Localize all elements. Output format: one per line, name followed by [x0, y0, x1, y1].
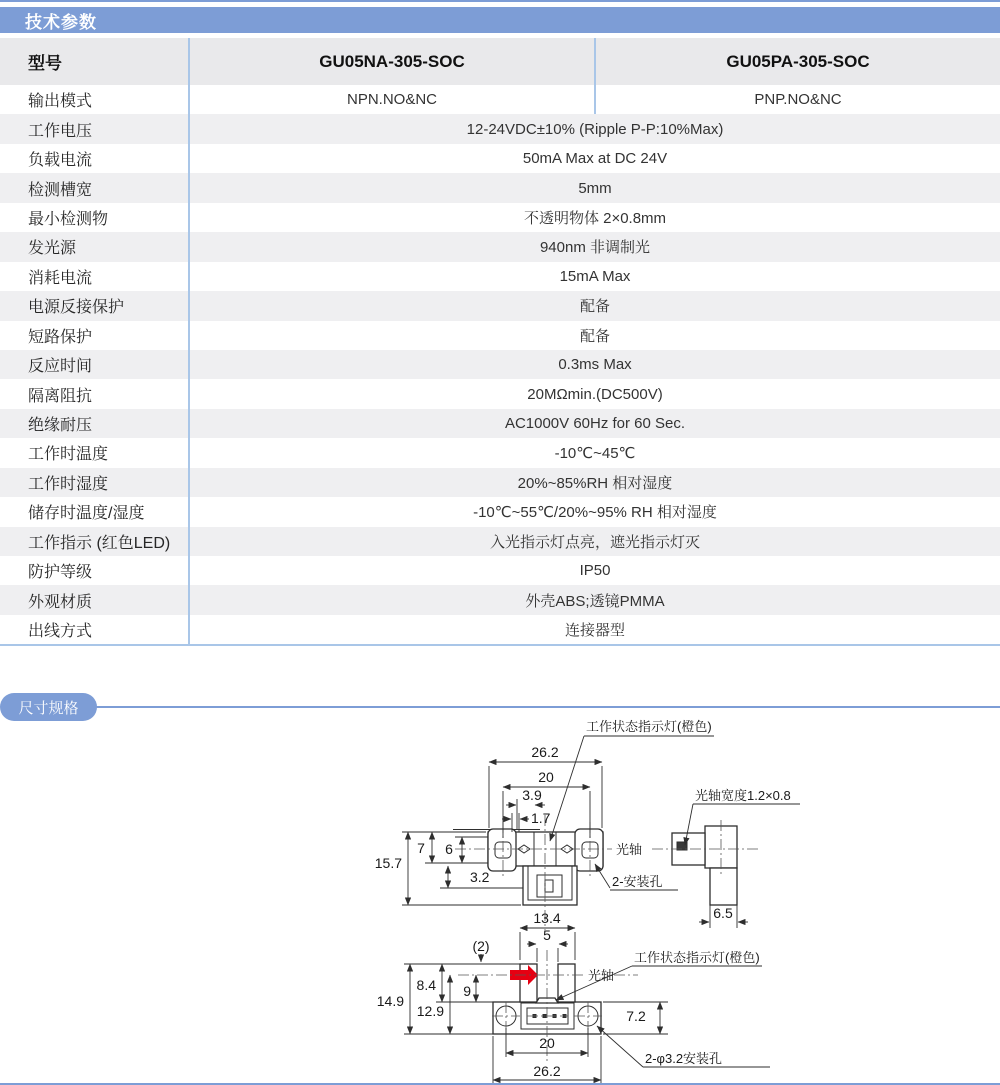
spec-row: [0, 379, 1000, 408]
spec-label: 隔离阻抗: [0, 379, 190, 408]
dimensions-title: 尺寸规格: [18, 699, 79, 717]
section-header-dimensions: [0, 693, 97, 721]
bottom-dim-5: 5: [543, 927, 551, 943]
spec-label: 最小检测物: [0, 203, 190, 232]
spec-row: [0, 173, 1000, 202]
spec-label: 工作指示 (红色LED): [0, 527, 190, 556]
spec-rows: [0, 114, 1000, 644]
spec-row: [0, 615, 1000, 644]
spec-row: [0, 468, 1000, 497]
spec-label: 发光源: [0, 232, 190, 261]
model-name-right: GU05PA-305-SOC: [726, 51, 870, 71]
spec-label: 消耗电流: [0, 262, 190, 291]
spec-label: 储存时温度/湿度: [0, 497, 190, 526]
spec-label: 负载电流: [0, 144, 190, 173]
spec-label: 防护等级: [0, 556, 190, 585]
spec-value: 5mm: [578, 179, 612, 197]
bottom-dim-20: 20: [539, 1035, 555, 1051]
spec-value: 0.3ms Max: [558, 356, 632, 374]
spec-row: [0, 321, 1000, 350]
bottom-ref-2: (2): [472, 938, 490, 954]
spec-row: [0, 527, 1000, 556]
bottom-dim-14-9: 14.9: [376, 993, 404, 1009]
front-dim-15-7: 15.7: [374, 855, 402, 871]
spec-value: IP50: [579, 562, 611, 580]
spec-value: 15mA Max: [559, 267, 631, 285]
front-indicator-label: 工作状态指示灯(橙色): [586, 719, 712, 734]
bottom-dim-26-2: 26.2: [533, 1063, 561, 1079]
spec-value: 12-24VDC±10% (Ripple P-P:10%Max): [466, 120, 724, 138]
section-header-tech-params: [0, 7, 1000, 33]
spec-value: -10℃~55℃/20%~95% RH 相对湿度: [473, 504, 717, 522]
spec-label: 工作时温度: [0, 438, 190, 467]
spec-label: 输出模式: [0, 85, 190, 114]
front-view-drawing: [375, 719, 714, 930]
bottom-view-drawing: [377, 910, 770, 1084]
spec-label: 出线方式: [0, 615, 190, 644]
spec-value: 50mA Max at DC 24V: [522, 150, 668, 168]
spec-row: [0, 203, 1000, 232]
spec-value: 外壳ABS;透镜PMMA: [525, 592, 665, 610]
bottom-dim-12-9: 12.9: [416, 1003, 444, 1019]
spec-value: 配备: [579, 327, 610, 345]
spec-row: [0, 144, 1000, 173]
front-dim-7: 7: [417, 840, 425, 856]
spec-label: 外观材质: [0, 585, 190, 614]
spec-row: [0, 232, 1000, 261]
spec-value: 940nm 非调制光: [539, 239, 651, 257]
front-dim-1-7: 1.7: [531, 810, 551, 826]
spec-row: [0, 114, 1000, 143]
model-header-row: [0, 38, 1000, 85]
spec-value: 20%~85%RH 相对湿度: [517, 474, 673, 492]
spec-label: 检测槽宽: [0, 173, 190, 202]
side-axis-size-label: 光轴宽度1.2×0.8: [695, 788, 791, 803]
spec-row: [0, 262, 1000, 291]
front-dim-6: 6: [445, 841, 453, 857]
front-axis-label: 光轴: [616, 842, 643, 857]
spec-table: [0, 38, 1000, 646]
spec-label: 工作电压: [0, 114, 190, 143]
spec-value: -10℃~45℃: [554, 444, 636, 462]
model-col-label: 型号: [0, 38, 190, 85]
dimensions-divider: [60, 706, 1000, 708]
dimension-drawings: [0, 712, 1000, 1085]
output-mode-row: [0, 85, 1000, 114]
front-dim-20: 20: [538, 769, 554, 785]
spec-value: 20MΩmin.(DC500V): [527, 385, 663, 403]
spec-value: 不透明物体 2×0.8mm: [523, 209, 667, 227]
spec-row: [0, 291, 1000, 320]
spec-label: 电源反接保护: [0, 291, 190, 320]
side-dim-6-5: 6.5: [713, 905, 733, 921]
spec-row: [0, 409, 1000, 438]
spec-value: 配备: [579, 298, 610, 316]
spec-row: [0, 350, 1000, 379]
spec-row: [0, 497, 1000, 526]
bottom-dim-9: 9: [463, 983, 471, 999]
side-view-drawing: [652, 788, 800, 928]
spec-value-left: NPN.NO&NC: [190, 85, 596, 114]
tech-params-title: 技术参数: [25, 12, 97, 32]
spec-value: AC1000V 60Hz for 60 Sec.: [504, 415, 686, 433]
spec-value: 连接器型: [564, 622, 625, 640]
bottom-dim-8-4: 8.4: [416, 977, 436, 993]
front-dim-3-2: 3.2: [470, 869, 490, 885]
bottom-indicator-label: 工作状态指示灯(橙色): [634, 950, 760, 965]
bottom-holes-label: 2-φ3.2安装孔: [645, 1051, 723, 1066]
bottom-dim-13-4: 13.4: [533, 910, 561, 926]
bottom-dim-7-2: 7.2: [626, 1008, 646, 1024]
spec-row: [0, 438, 1000, 467]
front-holes-label: 2-安装孔: [612, 874, 663, 889]
model-name-left: GU05NA-305-SOC: [190, 38, 596, 85]
top-divider: [0, 0, 1000, 2]
spec-row: [0, 556, 1000, 585]
front-dim-26-2: 26.2: [531, 744, 559, 760]
spec-value-right: PNP.NO&NC: [754, 91, 842, 109]
bottom-axis-label: 光轴: [588, 968, 615, 983]
spec-label: 工作时湿度: [0, 468, 190, 497]
spec-label: 反应时间: [0, 350, 190, 379]
front-dim-3-9: 3.9: [522, 787, 542, 803]
spec-label: 短路保护: [0, 321, 190, 350]
spec-label: 绝缘耐压: [0, 409, 190, 438]
spec-row: [0, 585, 1000, 614]
spec-value: 入光指示灯点亮，遮光指示灯灭: [489, 533, 700, 551]
